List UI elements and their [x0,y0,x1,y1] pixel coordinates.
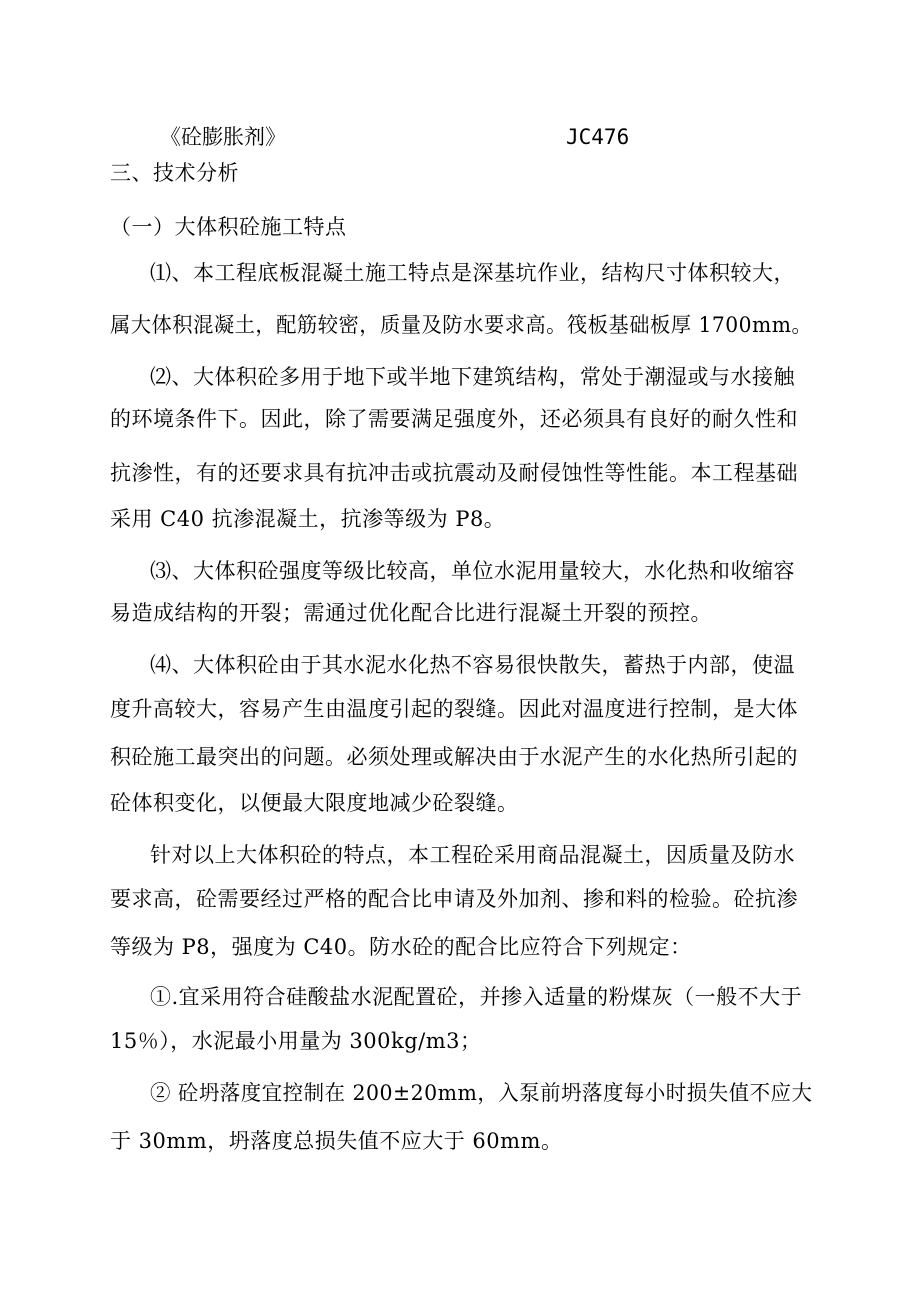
paragraph-line: ⑵、大体积砼多用于地下或半地下建筑结构，常处于潮湿或与水接触 [150,365,795,389]
paragraph-line: 易造成结构的开裂；需通过优化配合比进行混凝土开裂的预控。 [110,601,712,625]
paragraph-line: ①.宜采用符合硅酸盐水泥配置砼，并掺入适量的粉煤灰（一般不大于 [150,985,803,1009]
paragraph-line: 采用 C40 抗渗混凝土，抗渗等级为 P8。 [110,507,506,531]
paragraph-line: 抗渗性，有的还要求具有抗冲击或抗震动及耐侵蚀性等性能。本工程基础 [110,461,798,485]
paragraph-line: 针对以上大体积砼的特点，本工程砼采用商品混凝土，因质量及防水 [150,843,795,867]
paragraph-line: 的环境条件下。因此，除了需要满足强度外，还必须具有良好的耐久性和 [110,407,798,431]
paragraph-line: ⑶、大体积砼强度等级比较高，单位水泥用量较大，水化热和收缩容 [150,559,795,583]
paragraph-line: ⑴、本工程底板混凝土施工特点是深基坑作业，结构尺寸体积较大， [150,261,795,285]
section-heading: 三、技术分析 [110,161,239,185]
paragraph-line: 度升高较大，容易产生由温度引起的裂缝。因此对温度进行控制，是大体 [110,697,798,721]
paragraph-line: 要求高，砼需要经过严格的配合比申请及外加剂、掺和料的检验。砼抗渗 [110,887,798,911]
paragraph-line: 等级为 P8，强度为 C40。防水砼的配合比应符合下列规定： [110,935,692,959]
paragraph-line: 积砼施工最突出的问题。必须处理或解决由于水泥产生的水化热所引起的 [110,745,798,769]
paragraph-line: 砼体积变化，以便最大限度地减少砼裂缝。 [110,791,519,815]
paragraph-line: 于 30mm，坍落度总损失值不应大于 60mm。 [110,1129,563,1153]
paragraph-line: ② 砼坍落度宜控制在 200±20mm，入泵前坍落度每小时损失值不应大 [150,1081,813,1105]
standard-code: JC476 [566,125,630,149]
paragraph-line: 属大体积混凝土，配筋较密，质量及防水要求高。筏板基础板厚 1700mm。 [110,313,813,337]
paragraph-line: ⑷、大体积砼由于其水泥水化热不容易很快散失，蓄热于内部，使温 [150,653,795,677]
subsection-heading: （一）大体积砼施工特点 [110,215,347,239]
standard-name: 《砼膨胀剂》 [160,125,286,149]
paragraph-line: 15％），水泥最小用量为 300kg/m3； [110,1029,482,1053]
